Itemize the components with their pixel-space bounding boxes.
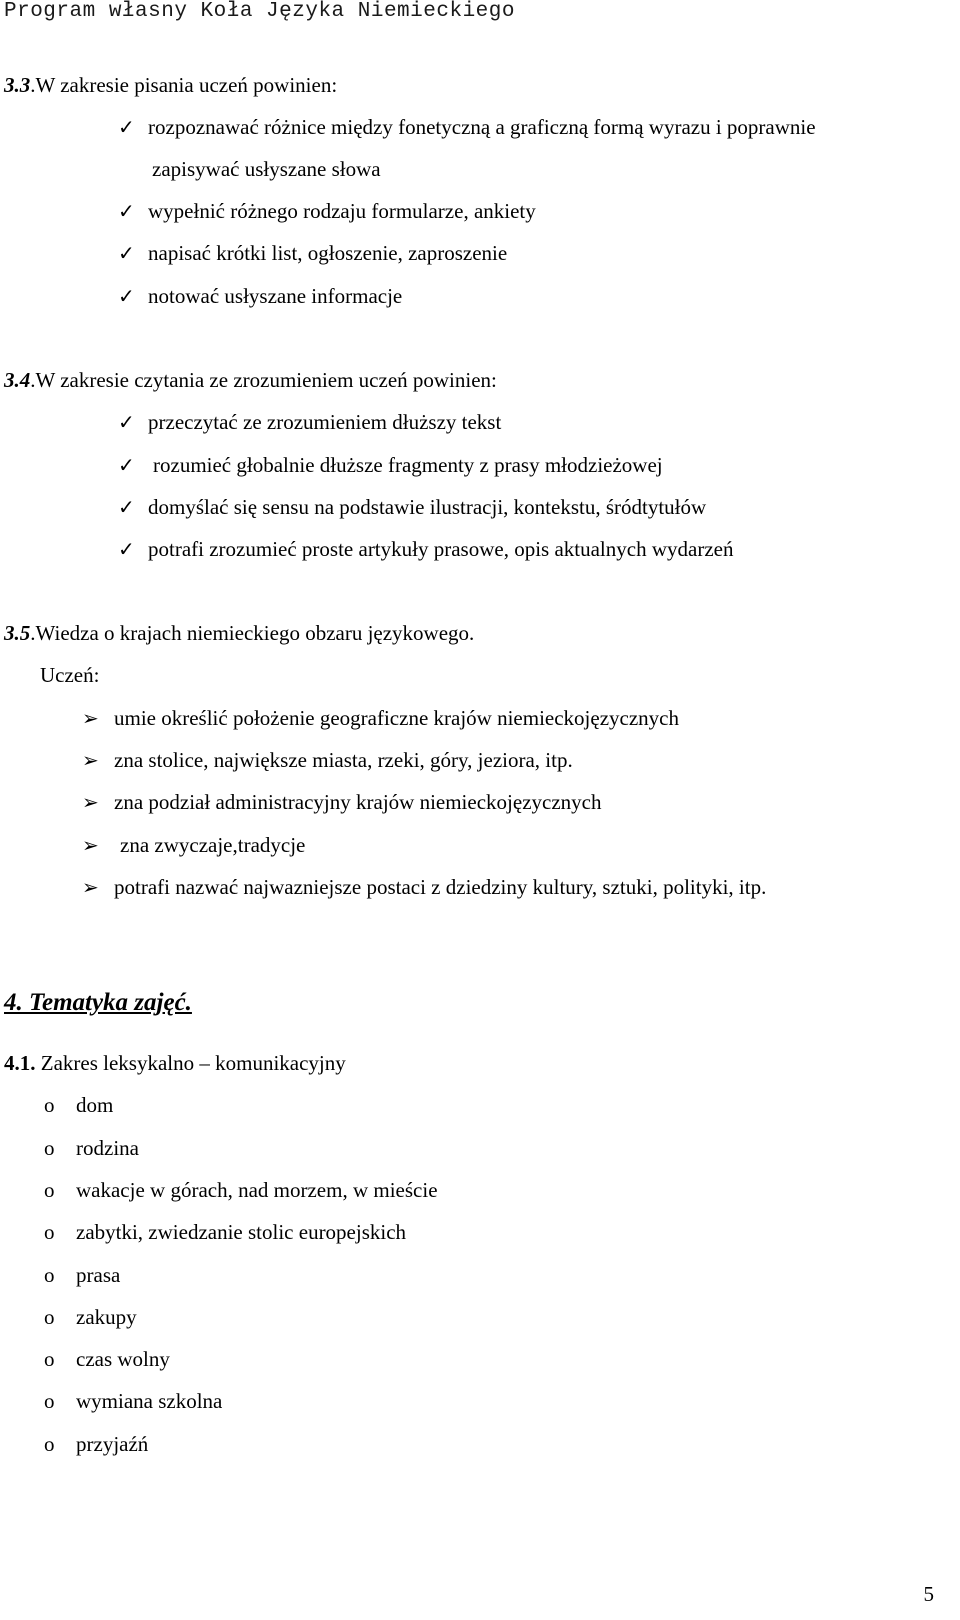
- topic-item: dom: [76, 1093, 114, 1117]
- page-header: Program własny Koła Języka Niemieckiego: [4, 0, 515, 23]
- topic-item: prasa: [76, 1263, 121, 1287]
- arrowhead-bullet-icon: ➢: [82, 833, 99, 857]
- list-item: przeczytać ze zrozumieniem dłuższy tekst: [148, 410, 502, 434]
- topic-item: przyjaźń: [76, 1432, 149, 1456]
- subsection-number: 4.1.: [4, 1051, 36, 1075]
- checkmark-icon: ✓: [118, 495, 135, 519]
- topic-item: wakacje w górach, nad morzem, w mieście: [76, 1178, 438, 1202]
- checkmark-icon: ✓: [118, 241, 135, 265]
- section-number: 3.4: [4, 368, 31, 392]
- section-title: .Wiedza o krajach niemieckiego obzaru językowego.: [30, 621, 475, 645]
- list-item: rozpoznawać różnice między fonetyczną a graficzną formą wyrazu i poprawnie: [148, 115, 816, 139]
- page-number: 5: [923, 1582, 934, 1606]
- arrowhead-bullet-icon: ➢: [82, 875, 99, 899]
- section-3-3-heading: [4, 72, 337, 98]
- topic-item: zakupy: [76, 1305, 137, 1329]
- circle-bullet-icon: o: [44, 1220, 55, 1244]
- list-item: zna podział administracyjny krajów niemieckojęzycznych: [114, 790, 602, 814]
- circle-bullet-icon: o: [44, 1347, 55, 1371]
- list-item: potrafi zrozumieć proste artykuły prasowe, opis aktualnych wydarzeń: [148, 537, 734, 561]
- subsection-title: Zakres leksykalno – komunikacyjny: [40, 1051, 346, 1075]
- section-title: .W zakresie czytania ze zrozumieniem uczeń powinien:: [30, 368, 497, 392]
- topic-item: czas wolny: [76, 1347, 170, 1371]
- circle-bullet-icon: o: [44, 1432, 55, 1456]
- subject-label: Uczeń:: [40, 663, 100, 687]
- circle-bullet-icon: o: [44, 1093, 55, 1117]
- list-item: zna stolice, największe miasta, rzeki, góry, jeziora, itp.: [114, 748, 573, 772]
- list-item: zna zwyczaje,tradycje: [120, 833, 306, 857]
- circle-bullet-icon: o: [44, 1389, 55, 1413]
- list-item: potrafi nazwać najwazniejsze postaci z dziedziny kultury, sztuki, polityki, itp.: [114, 875, 767, 899]
- circle-bullet-icon: o: [44, 1263, 55, 1287]
- circle-bullet-icon: o: [44, 1136, 55, 1160]
- circle-bullet-icon: o: [44, 1178, 55, 1202]
- list-item: wypełnić różnego rodzaju formularze, ankiety: [148, 199, 536, 223]
- topic-item: zabytki, zwiedzanie stolic europejskich: [76, 1220, 407, 1244]
- list-item: domyślać się sensu na podstawie ilustracji, kontekstu, śródtytułów: [148, 495, 707, 519]
- topic-item: rodzina: [76, 1136, 139, 1160]
- arrowhead-bullet-icon: ➢: [82, 706, 99, 730]
- checkmark-icon: ✓: [118, 537, 135, 561]
- checkmark-icon: ✓: [118, 115, 135, 139]
- checkmark-icon: ✓: [118, 453, 135, 477]
- list-item-continuation: zapisywać usłyszane słowa: [152, 157, 381, 181]
- section-3-4-heading: [4, 367, 497, 393]
- section-3-5-heading: [4, 620, 474, 646]
- section-number: 3.5: [4, 621, 31, 645]
- circle-bullet-icon: o: [44, 1305, 55, 1329]
- section-number: 3.3: [4, 73, 31, 97]
- checkmark-icon: ✓: [118, 284, 135, 308]
- list-item: umie określić położenie geograficzne krajów niemieckojęzycznych: [114, 706, 679, 730]
- checkmark-icon: ✓: [118, 410, 135, 434]
- topic-item: wymiana szkolna: [76, 1389, 223, 1413]
- arrowhead-bullet-icon: ➢: [82, 748, 99, 772]
- list-item: notować usłyszane informacje: [148, 284, 403, 308]
- list-item: napisać krótki list, ogłoszenie, zaproszenie: [148, 241, 508, 265]
- section-4-heading: 4. Tematyka zajęć.: [4, 989, 192, 1016]
- checkmark-icon: ✓: [118, 199, 135, 223]
- arrowhead-bullet-icon: ➢: [82, 790, 99, 814]
- section-title: .W zakresie pisania uczeń powinien:: [30, 73, 338, 97]
- list-item: rozumieć głobalnie dłuższe fragmenty z prasy młodzieżowej: [153, 453, 663, 477]
- section-4-1-heading: [4, 1050, 346, 1076]
